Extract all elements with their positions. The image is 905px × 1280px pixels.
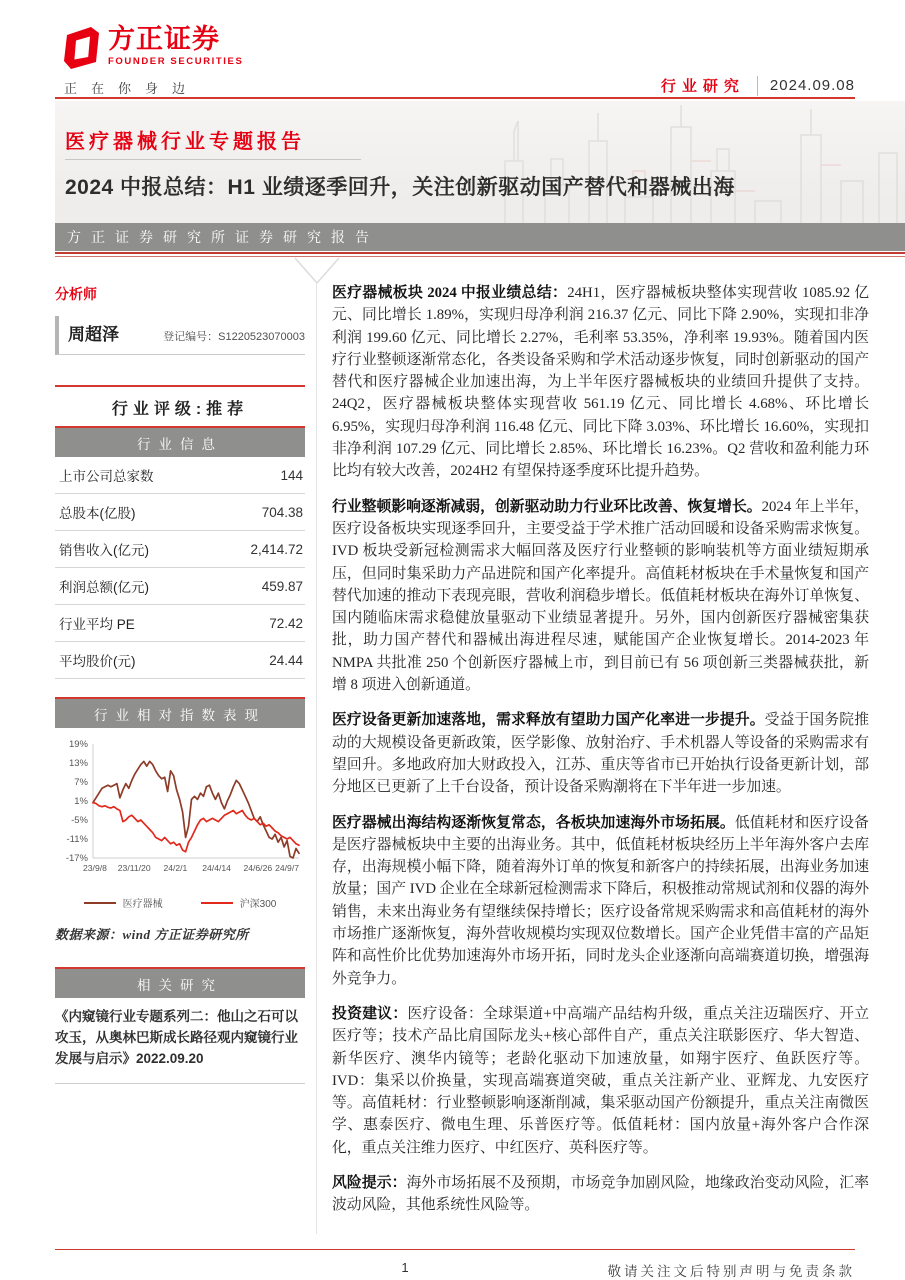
table-row [55, 568, 305, 605]
row-label: 平均股价(元) [59, 654, 136, 669]
logo-texts [108, 26, 243, 67]
paragraph-lead: 风险提示： [332, 1174, 407, 1191]
header-rule [55, 97, 855, 99]
paragraph-lead: 医疗设备更新加速落地，需求释放有望助力国产化率进一步提升。 [332, 712, 765, 729]
row-value: 704.38 [261, 504, 303, 520]
relative-index-section [55, 697, 305, 943]
row-value: 459.87 [261, 578, 303, 594]
svg-text:-17%: -17% [65, 853, 88, 864]
legend-label: 沪深300 [239, 899, 277, 910]
paragraph-risk-warning [332, 1172, 869, 1217]
row-value: 24.44 [269, 652, 303, 668]
row-value: 144 [280, 467, 303, 483]
institute-bar: 方正证券研究所证券研究报告 [55, 223, 905, 251]
svg-text:13%: 13% [68, 758, 88, 769]
row-value: 2,414.72 [250, 541, 303, 557]
analyst-registration: 登记编号：S1220523070003 [163, 331, 305, 343]
brand-slogan: 正在你身边 [64, 81, 200, 96]
paragraph-summary [332, 282, 869, 483]
analyst-label: 分析师 [55, 286, 97, 302]
paragraph-text: 医疗设备：全球渠道+中高端产品结构升级，重点关注迈瑞医疗、开立医疗等；技术产品比肩国际龙头+核心部件自产，重点关注联影医疗、华大智造、新华医疗、澳华内镜等；老龄化驱动下加速放量，如翔宇医疗、鱼跃医疗等。IVD：集采以价换量，实现高端赛道突破，重点关注新产业、亚辉龙、九安医疗等。高值耗材：行业整顿影响逐渐削减，集采驱动国产份额提升，重点关注南微医学、惠泰医疗、微电生理、乐普医疗等。低值耗材：国内放量+海外客户合作深化，重点关注维力医疗、中红医疗、英科医疗等。 [332, 1005, 869, 1156]
report-series-label: 医疗器械行业专题报告 [65, 131, 305, 153]
svg-text:1%: 1% [74, 796, 88, 807]
legend-line-swatch [84, 902, 116, 904]
industry-info-table [55, 457, 305, 679]
paragraph-text: 海外市场拓展不及预期，市场竞争加剧风险，地缘政治变动风险，汇率波动风险，其他系统性风险等。 [332, 1174, 869, 1214]
svg-text:23/9/8: 23/9/8 [83, 863, 107, 873]
table-row [55, 531, 305, 568]
paragraph-equipment-renewal [332, 709, 869, 798]
legend-label: 医疗器械 [122, 899, 163, 910]
legend-item [84, 895, 163, 910]
banner-underline [65, 159, 361, 160]
header-separator [757, 76, 758, 96]
banner-rule-top [55, 252, 905, 254]
row-value: 72.42 [269, 615, 303, 631]
title-banner [55, 101, 905, 223]
paragraph-text: 低值耗材和医疗设备是医疗器械板块中主要的出海业务。其中，低值耗材板块经历上半年海外客户去库存，出海规模小幅下降，随着海外订单的恢复和新客户的持续拓展，出海业务加速放量；国产 IVD 企业在全球新冠检测需求下降后，积极推动常规试剂和仪器的海外销售，未来出海业务有望继续保持增长；医疗设备常规采购需求和高值耗材的海外市场推广逐渐恢复，海外营收规模均实现双位数增长。国产企业凭借丰富的产品矩阵和高性价比优势加速海外市场开拓，同时龙头企业逐渐向高端赛道切换，增强海外竞争力。 [332, 814, 869, 987]
founder-logo-icon [62, 26, 102, 70]
row-label: 上市公司总家数 [59, 469, 154, 484]
related-research-item: 《内窥镜行业专题系列二：他山之石可以攻玉，从奥林巴斯成长路径观内窥镜行业发展与启示》2022.09.20 [55, 998, 305, 1084]
paragraph-text: 2024 年上半年，医疗设备板块实现逐季回升，主要受益于学术推广活动回暖和设备采购需求恢复。IVD 板块受新冠检测需求大幅回落及医疗行业整顿的影响装机等方面业绩短期承压，但同时集采助力产品进院和国产化率提升。高值耗材板块在手术量恢复和国产替代加速的推动下表现亮眼，营收利润稳步增长。低值耗材板块在海外订单恢复、国内随临床需求稳健放量驱动下业绩显著提升。另外，国内创新医疗器械密集获批，助力国产替代和器械出海进程尽速，赋能国产企业恢复增长。2014-2023 年 NMPA 共批准 250 个创新医疗器械上市，到目前已有 56 项创新三类器械获批，新增 8 项进入创新通道。 [332, 498, 869, 694]
chart-header: 行业相对指数表现 [55, 697, 305, 728]
logo [62, 26, 855, 70]
svg-text:7%: 7% [74, 777, 88, 788]
legend-item [201, 895, 277, 910]
line-chart [55, 736, 305, 888]
relative-index-chart [55, 728, 305, 912]
paragraph-industry-recovery [332, 496, 869, 697]
svg-text:23/11/20: 23/11/20 [117, 863, 151, 873]
svg-text:19%: 19% [68, 739, 88, 750]
paragraph-overseas-expansion [332, 812, 869, 990]
svg-text:24/2/1: 24/2/1 [163, 863, 188, 873]
table-row [55, 605, 305, 642]
paragraph-text: 受益于国务院推动的大规模设备更新政策，医学影像、放射治疗、手术机器人等设备的采购需求有望回升。多地政府加大财政投入，江苏、重庆等省市已开始执行设备更新计划，部分地区已更新了上千台设备，预计设备采购潮将在下半年进一步加速。 [332, 712, 869, 796]
row-label: 利润总额(亿元) [59, 580, 149, 595]
row-label: 销售收入(亿元) [59, 543, 149, 558]
table-row [55, 642, 305, 679]
svg-text:24/6/26: 24/6/26 [243, 863, 273, 873]
page-number: 1 [401, 1260, 409, 1275]
header-meta [661, 75, 855, 96]
related-research-header: 相关研究 [55, 967, 305, 998]
row-label: 总股本(亿股) [59, 506, 136, 521]
legend-line-swatch [201, 902, 233, 904]
analyst-row [55, 316, 305, 355]
paragraph-lead: 医疗器械出海结构逐渐恢复常态，各板块加速海外市场拓展。 [332, 814, 735, 831]
analyst-name: 周超泽 [68, 325, 119, 344]
report-category: 行业研究 [660, 78, 745, 95]
footer-rule [55, 1249, 855, 1250]
table-row [55, 494, 305, 531]
paragraph-lead: 行业整顿影响逐渐减弱，创新驱动助力行业环比改善、恢复增长。 [332, 498, 762, 515]
sidebar [55, 284, 305, 1084]
paragraph-text: 24H1，医疗器械板块整体实现营收 1085.92 亿元、同比增长 1.89%，实现归母净利润 216.37 亿元、同比下降 2.90%，实现扣非净利润 199.60 亿元、同比增长 2.27%，毛利率 53.35%，净利率 19.93%。随着国内医疗行业整顿逐渐常态化，各类设备采购和学术活动逐步恢复，同时创新驱动的国产替代和医疗器械企业加速出海，为上半年医疗器械板块的业绩回升提供了支持。24Q2，医疗器械板块整体实现营收 561.19 亿元、同比增长 4.68%、环比增长 6.95%，实现归母净利润 116.48 亿元、同比下降 3.03%、环比增长 16.60%，实现扣非净利润 107.29 亿元、同比增长 2.85%、环比增长 16.23%。Q2 营收和盈利能力环比均有较大改善，2024H2 有望保持逐季度环比提升趋势。 [332, 285, 869, 480]
svg-text:-11%: -11% [66, 834, 88, 845]
logo-cn: 方正证券 [108, 24, 220, 54]
table-row [55, 457, 305, 494]
logo-en: FOUNDER SECURITIES [108, 56, 244, 67]
industry-info-header: 行业信息 [55, 426, 305, 457]
paragraph-lead: 医疗器械板块 2024 中报业绩总结： [332, 285, 568, 301]
paragraph-investment-advice [332, 1003, 869, 1159]
footer-disclaimer: 敬请关注文后特别声明与免责条款 [607, 1264, 855, 1279]
chart-legend [55, 895, 305, 910]
banner-rule-bottom [55, 256, 905, 257]
row-label: 行业平均 PE [59, 617, 135, 632]
header [62, 26, 855, 96]
svg-text:24/4/14: 24/4/14 [202, 863, 231, 873]
column-divider [316, 284, 317, 1234]
report-date: 2024.09.08 [769, 77, 855, 94]
city-skyline-watermark [485, 101, 905, 223]
svg-text:24/9/7: 24/9/7 [275, 863, 299, 873]
industry-rating: 行业评级:推荐 [55, 385, 305, 426]
report-body [332, 282, 869, 1230]
svg-text:-5%: -5% [71, 815, 88, 826]
related-research-section [55, 967, 305, 1084]
paragraph-lead: 投资建议： [332, 1005, 408, 1022]
data-source: 数据来源：wind 方正证券研究所 [55, 927, 249, 942]
report-title: 2024 中报总结：H1 业绩逐季回升，关注创新驱动国产替代和器械出海 [65, 176, 735, 199]
